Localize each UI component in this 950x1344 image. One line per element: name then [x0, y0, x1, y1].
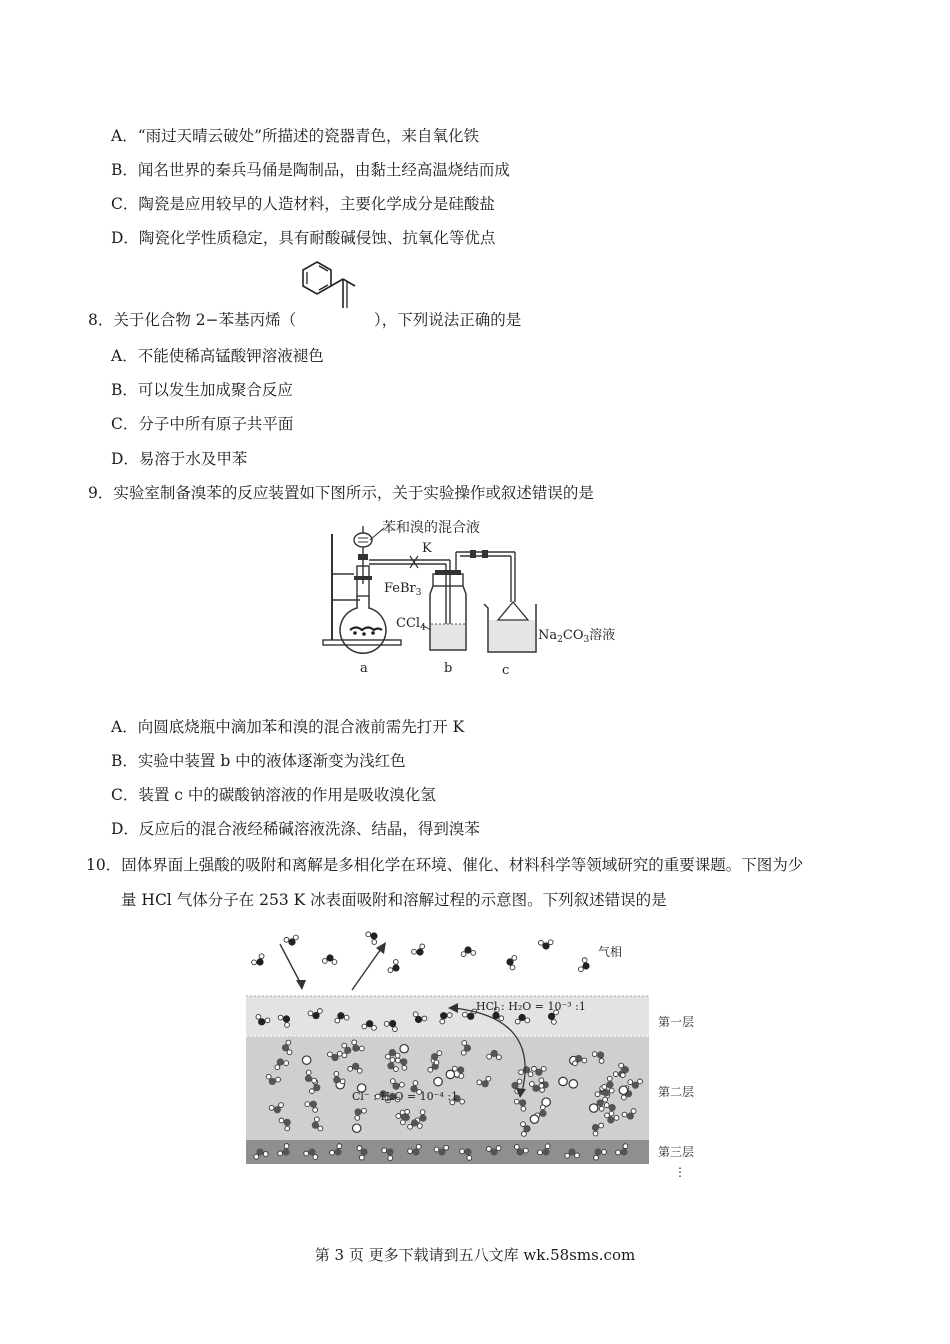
molecule-icon [579, 958, 590, 972]
hcl-ice-adsorption-figure [240, 922, 710, 1184]
bromobenzene-apparatus-figure [318, 512, 638, 682]
q9-option-b: B．实验中装置 b 中的液体逐渐变为浅红色 [111, 752, 406, 770]
q8-option-a: A．不能使稀高锰酸钾溶液褪色 [111, 347, 324, 365]
q10-stem-line2: 量 HCl 气体分子在 253 K 冰表面吸附和溶解过程的示意图。下列叙述错误的是 [121, 891, 667, 909]
q9-option-d: D．反应后的混合液经稀碱溶液洗涤、结晶，得到溴苯 [111, 820, 480, 838]
q9-option-a: A．向圆底烧瓶中滴加苯和溴的混合液前需先打开 K [111, 718, 465, 736]
molecule-icon [461, 946, 475, 956]
chloride-ion-icon [352, 1124, 360, 1132]
label-layer-1: 第一层 [658, 1015, 695, 1029]
chloride-ion-icon [619, 1086, 627, 1094]
chloride-ion-icon [434, 1077, 442, 1085]
page-footer: 第 3 页 更多下载请到五八文库 wk.58sms.com [314, 1246, 636, 1264]
label-apparatus-b: b [444, 661, 453, 676]
label-cl-ratio: Cl⁻ : H₂O = 10⁻⁴ :1 [352, 1090, 459, 1103]
label-layer-2: 第二层 [658, 1085, 695, 1099]
label-valve-k: K [422, 541, 432, 556]
chloride-ion-icon [530, 1115, 538, 1123]
label-na2co3-solution: $Na_2CO_3$溶液 [538, 628, 616, 645]
chloride-ion-icon [400, 1045, 408, 1053]
chloride-ion-icon [590, 1104, 598, 1112]
molecule-icon [506, 955, 516, 969]
q7-option-a: A．“雨过天晴云破处”所描述的瓷器青色，来自氧化铁 [111, 127, 480, 145]
q8-stem-after: ），下列说法正确的是 [374, 311, 522, 329]
chloride-ion-icon [559, 1077, 567, 1085]
chloride-ion-icon [302, 1056, 310, 1064]
label-apparatus-a: a [360, 661, 368, 676]
q8-option-c: C．分子中所有原子共平面 [111, 415, 294, 433]
q7-option-d: D．陶瓷化学性质稳定，具有耐酸碱侵蚀、抗氧化等优点 [111, 229, 496, 247]
molecule-icon [252, 954, 264, 966]
q10-stem-line1: 10．固体界面上强酸的吸附和离解是多相化学在环境、催化、材料科学等领域研究的重要课题。下图为少 [86, 856, 804, 874]
label-more-layers: ⋮ [674, 1165, 686, 1179]
label-hcl-ratio: HCl : H₂O = 10⁻³ :1 [476, 1000, 586, 1013]
label-apparatus-c: c [502, 663, 510, 678]
q9-option-c: C．装置 c 中的碳酸钠溶液的作用是吸收溴化氢 [111, 786, 436, 804]
label-benzene-bromine-mixture: 苯和溴的混合液 [382, 520, 480, 536]
chloride-ion-icon [446, 1070, 454, 1078]
chloride-ion-icon [569, 1080, 577, 1088]
q7-option-c: C．陶瓷是应用较早的人造材料，主要化学成分是硅酸盐 [111, 195, 495, 213]
2-phenylpropene-structure [293, 256, 375, 328]
label-ccl4: CCl$_4$ [396, 616, 426, 633]
molecule-icon [284, 935, 298, 946]
molecule-icon [412, 944, 425, 956]
label-layer-3: 第三层 [658, 1145, 695, 1159]
q9-stem: 9．实验室制备溴苯的反应装置如下图所示，关于实验操作或叙述错误的是 [88, 484, 594, 502]
label-febr3: FeBr$_3$ [384, 581, 422, 598]
q7-option-b: B．闻名世界的秦兵马俑是陶制品，由黏土经高温烧结而成 [111, 161, 510, 179]
molecule-icon [539, 940, 554, 950]
molecule-icon [322, 954, 337, 964]
molecule-icon [366, 932, 378, 945]
q8-stem-before: 8．关于化合物 2−苯基丙烯（ [88, 311, 297, 329]
label-gas-phase: 气相 [598, 945, 623, 959]
molecule-icon [388, 960, 400, 973]
q8-option-d: D．易溶于水及甲苯 [111, 450, 248, 468]
q8-option-b: B．可以发生加成聚合反应 [111, 381, 293, 399]
